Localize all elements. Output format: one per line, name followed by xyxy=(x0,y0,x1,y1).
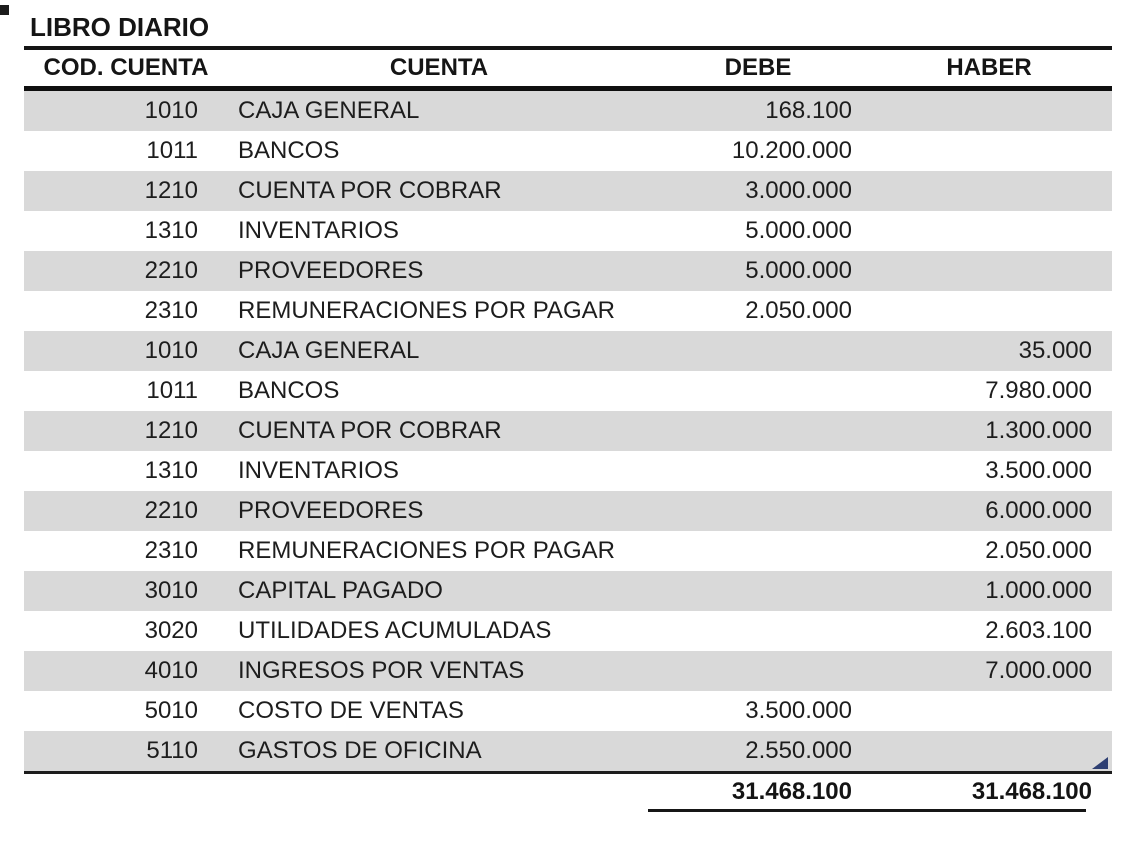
cell-haber: 7.000.000 xyxy=(985,657,1092,684)
blue-triangle-artifact xyxy=(1092,757,1108,769)
column-header-cuenta: CUENTA xyxy=(228,48,650,89)
table-row xyxy=(24,251,1112,291)
cell-debe xyxy=(650,331,866,371)
cell-haber xyxy=(866,131,1112,171)
cell-cuenta: GASTOS DE OFICINA xyxy=(228,731,650,773)
cell-debe xyxy=(650,371,866,411)
cell-empty xyxy=(228,773,650,811)
page-title: LIBRO DIARIO xyxy=(30,12,210,42)
cell-debe xyxy=(650,611,866,651)
cell-debe: 10.200.000 xyxy=(731,137,852,164)
cell-cuenta: CAJA GENERAL xyxy=(238,97,420,124)
table-row xyxy=(24,611,1112,651)
journal-table xyxy=(24,46,1112,810)
cell-haber xyxy=(866,731,1112,773)
table-row xyxy=(24,571,1112,611)
cell-code: 3010 xyxy=(144,577,198,604)
cell-debe xyxy=(650,531,866,571)
table-row xyxy=(24,171,1112,211)
table-row xyxy=(24,731,1112,773)
cell-debe xyxy=(650,411,866,451)
cell-haber: 2.050.000 xyxy=(985,537,1092,564)
table-row xyxy=(24,291,1112,331)
table-footer xyxy=(24,773,1112,811)
cell-cuenta: COSTO DE VENTAS xyxy=(238,697,464,724)
total-haber: 31.468.100 xyxy=(971,778,1092,805)
cell-debe: 5.000.000 xyxy=(745,217,852,244)
cell-cuenta: INGRESOS POR VENTAS xyxy=(238,657,525,684)
cell-code: 1010 xyxy=(144,97,198,124)
cell-debe: 5.000.000 xyxy=(745,257,852,284)
cell-code: 1011 xyxy=(146,137,198,164)
cell-haber: 6.000.000 xyxy=(985,497,1092,524)
totals-row xyxy=(24,773,1112,811)
cell-cuenta: INVENTARIOS xyxy=(238,217,399,244)
cell-haber xyxy=(866,251,1112,291)
cell-cuenta: REMUNERACIONES POR PAGAR xyxy=(238,537,615,564)
cell-debe: 2.050.000 xyxy=(745,297,852,324)
table-row xyxy=(24,411,1112,451)
table-row xyxy=(24,451,1112,491)
cell-cuenta: INVENTARIOS xyxy=(238,457,399,484)
cell-code: 3020 xyxy=(144,617,198,644)
column-header-haber: HABER xyxy=(866,48,1112,89)
cell-haber: 3.500.000 xyxy=(985,457,1092,484)
cell-cuenta: PROVEEDORES xyxy=(238,497,424,524)
table-row xyxy=(24,491,1112,531)
cell-haber xyxy=(866,691,1112,731)
cell-debe xyxy=(650,491,866,531)
cell-haber xyxy=(866,211,1112,251)
cell-code: 1310 xyxy=(144,457,198,484)
cell-cuenta: CAJA GENERAL xyxy=(238,337,420,364)
cell-haber: 1.000.000 xyxy=(985,577,1092,604)
table-header xyxy=(24,48,1112,89)
cell-cuenta: CAPITAL PAGADO xyxy=(238,577,443,604)
cell-debe xyxy=(650,451,866,491)
cell-code: 1210 xyxy=(144,177,198,204)
cell-haber: 35.000 xyxy=(1018,337,1092,364)
table-body xyxy=(24,89,1112,773)
scan-artifact-mark xyxy=(0,5,9,15)
header-row xyxy=(24,48,1112,89)
cell-code: 1010 xyxy=(144,337,198,364)
cell-debe: 168.100 xyxy=(765,97,852,124)
cell-haber xyxy=(866,291,1112,331)
cell-code: 5010 xyxy=(144,697,198,724)
cell-empty xyxy=(24,773,228,811)
cell-code: 4010 xyxy=(144,657,198,684)
table-row xyxy=(24,651,1112,691)
cell-code: 2210 xyxy=(144,257,198,284)
table-row xyxy=(24,691,1112,731)
cell-haber: 1.300.000 xyxy=(985,417,1092,444)
cell-debe: 3.000.000 xyxy=(745,177,852,204)
cell-code: 1210 xyxy=(144,417,198,444)
cell-haber: 2.603.100 xyxy=(985,617,1092,644)
cell-code: 2210 xyxy=(144,497,198,524)
table-row xyxy=(24,331,1112,371)
table-row xyxy=(24,371,1112,411)
cell-cuenta: CUENTA POR COBRAR xyxy=(238,177,502,204)
cell-code: 2310 xyxy=(144,297,198,324)
cell-cuenta: PROVEEDORES xyxy=(238,257,424,284)
cell-debe: 2.550.000 xyxy=(650,731,866,773)
cell-code: 1011 xyxy=(146,377,198,404)
cell-cuenta: REMUNERACIONES POR PAGAR xyxy=(238,297,615,324)
cell-code: 1310 xyxy=(144,217,198,244)
column-header-debe: DEBE xyxy=(650,48,866,89)
cell-code: 5110 xyxy=(24,731,228,773)
cell-cuenta: BANCOS xyxy=(238,377,340,404)
table-row xyxy=(24,89,1112,132)
cell-cuenta: UTILIDADES ACUMULADAS xyxy=(238,617,552,644)
cell-debe xyxy=(650,571,866,611)
cell-debe: 3.500.000 xyxy=(745,697,852,724)
table-row xyxy=(24,531,1112,571)
cell-cuenta: BANCOS xyxy=(238,137,340,164)
table-row xyxy=(24,131,1112,171)
cell-haber xyxy=(866,89,1112,132)
cell-haber xyxy=(866,171,1112,211)
column-header-cod-cuenta: COD. CUENTA xyxy=(24,48,228,89)
cell-cuenta: CUENTA POR COBRAR xyxy=(238,417,502,444)
totals-underline xyxy=(648,809,1086,812)
total-debe: 31.468.100 xyxy=(731,778,852,805)
cell-debe xyxy=(650,651,866,691)
cell-haber: 7.980.000 xyxy=(985,377,1092,404)
cell-code: 2310 xyxy=(144,537,198,564)
table-row xyxy=(24,211,1112,251)
